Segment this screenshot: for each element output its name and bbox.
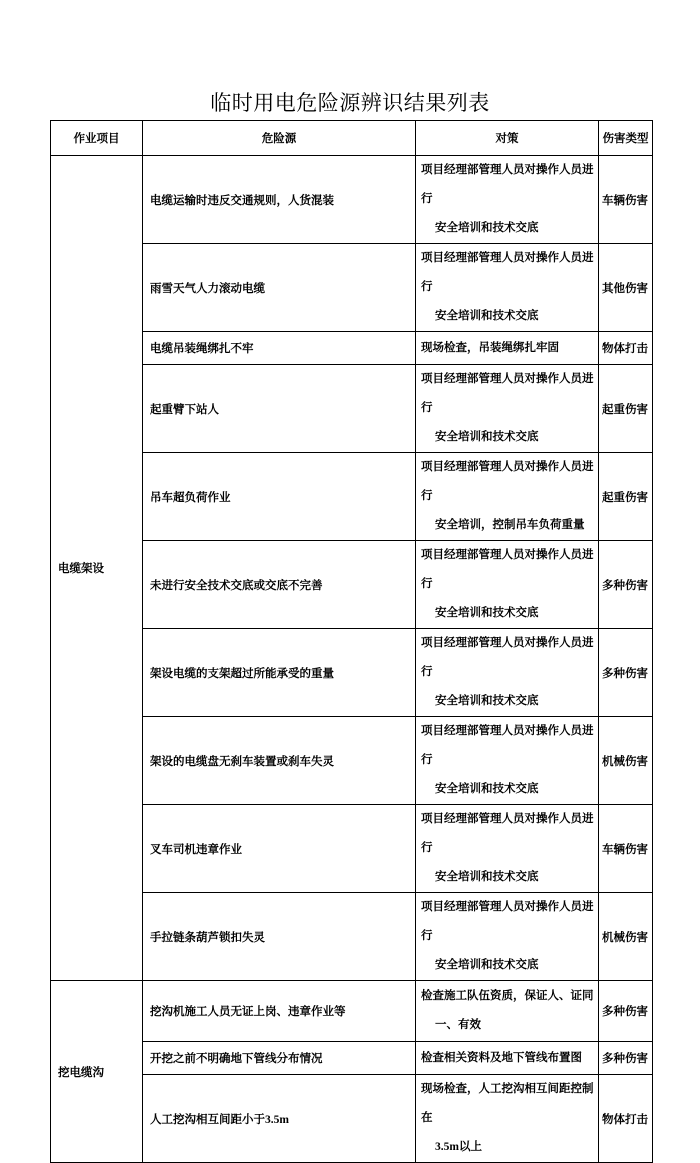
countermeasure-line: 项目经理部管理人员对操作人员进行 — [421, 637, 594, 678]
hazard-source-cell: 架设电缆的支架超过所能承受的重量 — [143, 629, 416, 717]
hazard-source-cell: 雨雪天气人力滚动电缆 — [143, 244, 416, 332]
work-project-cell: 电缆架设 — [51, 156, 143, 981]
countermeasure-line: 安全培训和技术交底 — [435, 222, 539, 234]
header-hazard-source: 危险源 — [143, 121, 416, 156]
work-project-cell: 挖电缆沟 — [51, 981, 143, 1163]
countermeasure-cell — [416, 1042, 599, 1075]
injury-type-cell: 车辆伤害 — [599, 156, 653, 244]
countermeasure-line: 项目经理部管理人员对操作人员进行 — [421, 252, 594, 293]
injury-type-cell: 其他伤害 — [599, 244, 653, 332]
countermeasure-cell — [416, 365, 599, 453]
countermeasure-cell — [416, 1075, 599, 1163]
hazard-identification-table — [50, 120, 653, 1163]
countermeasure-cell — [416, 805, 599, 893]
hazard-source-cell: 未进行安全技术交底或交底不完善 — [143, 541, 416, 629]
countermeasure-cell — [416, 717, 599, 805]
countermeasure-line: 项目经理部管理人员对操作人员进行 — [421, 549, 594, 590]
countermeasure-line: 检查相关资料及地下管线布置图 — [421, 1051, 582, 1064]
countermeasure-line: 安全培训和技术交底 — [435, 783, 539, 795]
countermeasure-cell — [416, 156, 599, 244]
countermeasure-line: 安全培训和技术交底 — [435, 607, 539, 619]
hazard-source-cell: 电缆吊装绳绑扎不牢 — [143, 332, 416, 365]
countermeasure-cell — [416, 332, 599, 365]
injury-type-cell: 物体打击 — [599, 332, 653, 365]
countermeasure-line: 项目经理部管理人员对操作人员进行 — [421, 164, 594, 205]
injury-type-cell: 起重伤害 — [599, 365, 653, 453]
countermeasure-line: 现场检查，吊装绳绑扎牢固 — [421, 341, 559, 354]
table-header — [51, 121, 653, 156]
hazard-source-cell: 开挖之前不明确地下管线分布情况 — [143, 1042, 416, 1075]
injury-type-cell: 多种伤害 — [599, 981, 653, 1042]
countermeasure-line: 检查施工队伍资质，保证人、证同 — [421, 990, 594, 1002]
hazard-source-cell: 起重臂下站人 — [143, 365, 416, 453]
countermeasure-line: 3.5m以上 — [435, 1141, 482, 1153]
countermeasure-line: 安全培训和技术交底 — [435, 695, 539, 707]
hazard-source-cell: 叉车司机违章作业 — [143, 805, 416, 893]
countermeasure-cell — [416, 244, 599, 332]
countermeasure-line: 一、有效 — [435, 1019, 481, 1031]
injury-type-cell: 车辆伤害 — [599, 805, 653, 893]
table-body — [51, 156, 653, 1163]
hazard-source-cell: 电缆运输时违反交通规则，人货混装 — [143, 156, 416, 244]
injury-type-cell: 机械伤害 — [599, 893, 653, 981]
header-injury-type: 伤害类型 — [599, 121, 653, 156]
hazard-source-cell: 手拉链条葫芦锁扣失灵 — [143, 893, 416, 981]
countermeasure-cell — [416, 629, 599, 717]
injury-type-cell: 多种伤害 — [599, 541, 653, 629]
countermeasure-line: 安全培训，控制吊车负荷重量 — [435, 519, 585, 531]
hazard-source-cell: 架设的电缆盘无刹车装置或刹车失灵 — [143, 717, 416, 805]
countermeasure-line: 安全培训和技术交底 — [435, 431, 539, 443]
countermeasure-line: 安全培训和技术交底 — [435, 959, 539, 971]
countermeasure-line: 安全培训和技术交底 — [435, 871, 539, 883]
countermeasure-cell — [416, 541, 599, 629]
countermeasure-cell — [416, 453, 599, 541]
injury-type-cell: 起重伤害 — [599, 453, 653, 541]
injury-type-cell: 多种伤害 — [599, 1042, 653, 1075]
table-row — [51, 156, 653, 244]
injury-type-cell: 物体打击 — [599, 1075, 653, 1163]
countermeasure-line: 项目经理部管理人员对操作人员进行 — [421, 813, 594, 854]
page-title: 临时用电危险源辨识结果列表 — [210, 91, 490, 115]
countermeasure-line: 安全培训和技术交底 — [435, 310, 539, 322]
header-work-project: 作业项目 — [51, 121, 143, 156]
countermeasure-line: 项目经理部管理人员对操作人员进行 — [421, 725, 594, 766]
countermeasure-line: 项目经理部管理人员对操作人员进行 — [421, 373, 594, 414]
countermeasure-line: 项目经理部管理人员对操作人员进行 — [421, 901, 594, 942]
hazard-source-cell: 挖沟机施工人员无证上岗、违章作业等 — [143, 981, 416, 1042]
injury-type-cell: 多种伤害 — [599, 629, 653, 717]
countermeasure-line: 现场检查，人工挖沟相互间距控制在 — [421, 1083, 594, 1124]
countermeasure-cell — [416, 893, 599, 981]
injury-type-cell: 机械伤害 — [599, 717, 653, 805]
header-countermeasure: 对策 — [416, 121, 599, 156]
countermeasure-line: 项目经理部管理人员对操作人员进行 — [421, 461, 594, 502]
hazard-source-cell: 人工挖沟相互间距小于3.5m — [143, 1075, 416, 1163]
hazard-source-cell: 吊车超负荷作业 — [143, 453, 416, 541]
header-row — [51, 121, 653, 156]
